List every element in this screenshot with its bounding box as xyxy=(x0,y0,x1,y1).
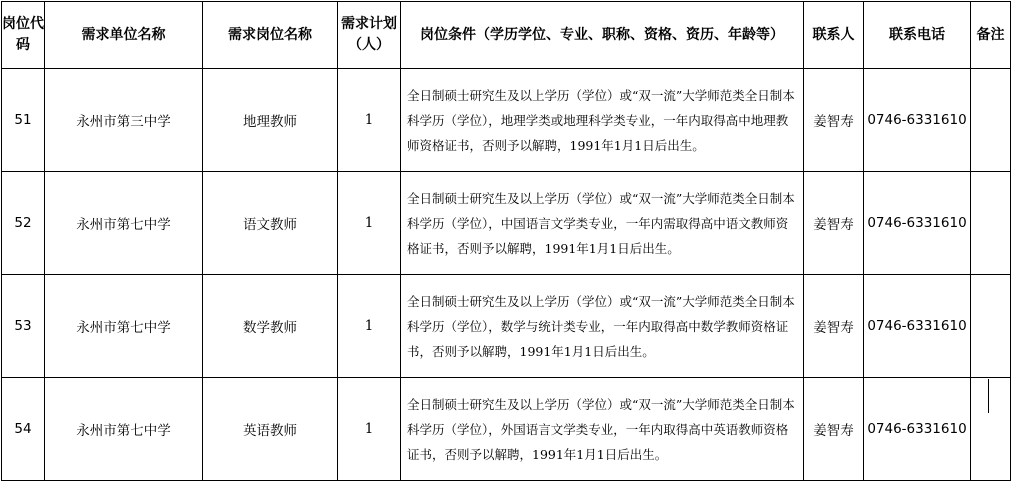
cell-code: 52 xyxy=(2,172,45,275)
cell-position: 数学教师 xyxy=(203,275,338,378)
header-contact: 联系人 xyxy=(804,2,864,69)
table-row xyxy=(2,69,1011,172)
header-position: 需求岗位名称 xyxy=(203,2,338,69)
cell-count: 1 xyxy=(338,172,401,275)
cell-unit: 永州市第三中学 xyxy=(45,69,203,172)
cell-conditions: 全日制硕士研究生及以上学历（学位）或“双一流”大学师范类全日制本科学历（学位），中国语言文学类专业，一年内需取得高中语文教师资格证书，否则予以解聘，1991年1月1日后出生。 xyxy=(401,172,804,275)
cell-count: 1 xyxy=(338,275,401,378)
cell-conditions: 全日制硕士研究生及以上学历（学位）或“双一流”大学师范类全日制本科学历（学位），地理学类或地理科学类专业，一年内取得高中地理教师资格证书，否则予以解聘，1991年1月1日后出生。 xyxy=(401,69,804,172)
cell-position: 英语教师 xyxy=(203,378,338,481)
cell-remark xyxy=(971,172,1011,275)
job-table xyxy=(1,1,1011,481)
cell-contact: 姜智寿 xyxy=(804,378,864,481)
cell-unit: 永州市第七中学 xyxy=(45,172,203,275)
header-count: 需求计划（人） xyxy=(338,2,401,69)
cell-phone: 0746-6331610 xyxy=(864,172,971,275)
cell-position: 语文教师 xyxy=(203,172,338,275)
cell-remark xyxy=(971,378,1011,481)
cell-code: 54 xyxy=(2,378,45,481)
cell-count: 1 xyxy=(338,378,401,481)
cell-count: 1 xyxy=(338,69,401,172)
border-stub xyxy=(988,379,989,413)
cell-unit: 永州市第七中学 xyxy=(45,275,203,378)
cell-phone: 0746-6331610 xyxy=(864,378,971,481)
cell-remark xyxy=(971,69,1011,172)
header-phone: 联系电话 xyxy=(864,2,971,69)
header-unit: 需求单位名称 xyxy=(45,2,203,69)
cell-conditions: 全日制硕士研究生及以上学历（学位）或“双一流”大学师范类全日制本科学历（学位），外国语言文学类专业，一年内取得高中英语教师资格证书，否则予以解聘，1991年1月1日后出生。 xyxy=(401,378,804,481)
cell-position: 地理教师 xyxy=(203,69,338,172)
cell-contact: 姜智寿 xyxy=(804,275,864,378)
table-row xyxy=(2,275,1011,378)
cell-code: 51 xyxy=(2,69,45,172)
table-row xyxy=(2,378,1011,481)
cell-remark xyxy=(971,275,1011,378)
cell-contact: 姜智寿 xyxy=(804,172,864,275)
cell-unit: 永州市第七中学 xyxy=(45,378,203,481)
cell-conditions: 全日制硕士研究生及以上学历（学位）或“双一流”大学师范类全日制本科学历（学位），数学与统计类专业，一年内取得高中数学教师资格证书，否则予以解聘，1991年1月1日后出生。 xyxy=(401,275,804,378)
cell-phone: 0746-6331610 xyxy=(864,69,971,172)
header-remark: 备注 xyxy=(971,2,1011,69)
header-code: 岗位代码 xyxy=(2,2,45,69)
header-conditions: 岗位条件（学历学位、专业、职称、资格、资历、年龄等） xyxy=(401,2,804,69)
header-row xyxy=(2,2,1011,69)
cell-phone: 0746-6331610 xyxy=(864,275,971,378)
cell-contact: 姜智寿 xyxy=(804,69,864,172)
table-row xyxy=(2,172,1011,275)
cell-code: 53 xyxy=(2,275,45,378)
